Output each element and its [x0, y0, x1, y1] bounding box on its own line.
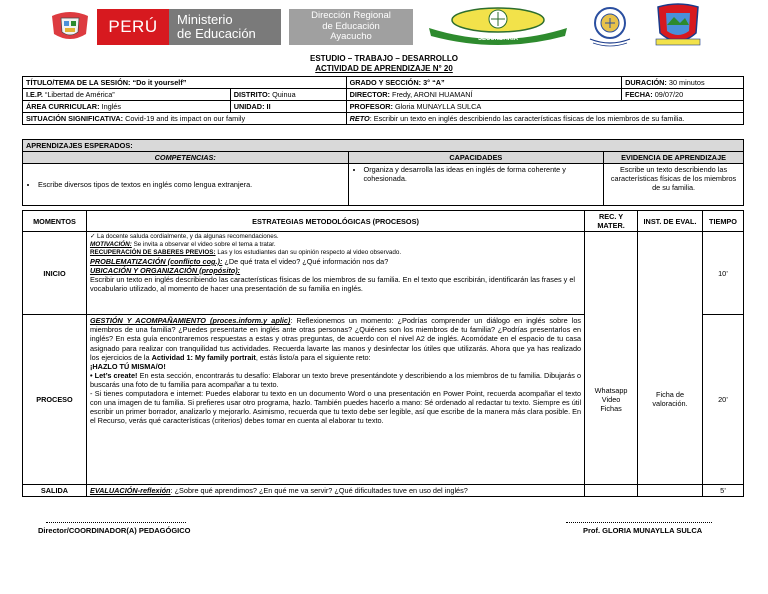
fecha-label: FECHA:	[625, 90, 653, 100]
create-paragraph	[90, 371, 581, 389]
motivacion-line	[90, 241, 581, 249]
signature-line-right	[566, 522, 712, 523]
check-icon: ✓	[89, 233, 96, 241]
aprendizajes-table	[22, 139, 744, 206]
rec-header: REC. Y MATER.	[585, 211, 638, 232]
problematizacion-label: PROBLEMATIZACIÓN (conflicto cog.):	[89, 256, 223, 266]
evidencia-header: EVIDENCIA DE APRENDIZAJE	[604, 152, 744, 164]
profesor-label: PROFESOR:	[349, 102, 393, 112]
institution-seal-icon	[585, 5, 635, 47]
situacion-label: SITUACIÓN SIGNIFICATIVA:	[26, 114, 124, 124]
proceso-rec	[585, 315, 638, 485]
info-row-1	[23, 77, 744, 89]
gestion-paragraph	[90, 316, 581, 362]
tiempo-header: TIEMPO	[702, 211, 743, 232]
director-label: DIRECTOR:	[349, 90, 390, 100]
titulo-label: TÍTULO/TEMA DE LA SESIÓN:	[26, 78, 131, 87]
info-row-3	[23, 101, 744, 113]
grado-value: 3° “A”	[423, 78, 445, 87]
capacidad-text: • Organiza y desarrolla las ideas en inglés de forma coherente y cohesionada.	[364, 165, 601, 183]
evaluacion-label: EVALUACIÓN-reflexión	[89, 486, 171, 496]
school-banner-text: SECUNDARIA	[477, 36, 518, 42]
create-text: En esta sección, encontrarás tu desafío: Elaborar un texto breve presentándote y describiendo a los miembros de tu familia. Dibujarás o buscarás una foto de tu familia para acompañar a tu texto.	[89, 370, 582, 389]
iep-value: “Libertad de América”	[44, 90, 115, 100]
iep-cell	[23, 89, 231, 101]
inicio-inst	[638, 232, 703, 315]
iep-label: I.E.P.	[26, 90, 43, 100]
aprendizajes-content-row	[23, 164, 744, 206]
salida-row	[23, 485, 744, 497]
ubicacion-text: Escribir un texto en inglés describiendo las características físicas de los miembros de su familia. En el texto que escribirán, identificarán las frases y el vocabulario utilizado, al momento de hacer una presentación de su familia en inglés.	[89, 275, 576, 294]
info-row-4	[23, 113, 744, 125]
unidad-value: II	[266, 102, 271, 112]
inst-header: INST. DE EVAL.	[638, 211, 703, 232]
problematizacion-text: ¿De qué trata el video? ¿Qué información nos da?	[222, 256, 389, 266]
peru-brand-block	[97, 9, 169, 45]
dre-block	[289, 9, 413, 45]
motivacion-label: MOTIVACIÓN:	[89, 241, 132, 249]
reto-value: : Escribir un texto en inglés describiendo las características físicas de los miembros de su familia.	[369, 114, 685, 124]
aprendizajes-header-row	[23, 152, 744, 164]
after-actividad: , estás listo/a para el siguiente reto:	[255, 352, 371, 362]
inicio-label: INICIO	[23, 232, 87, 315]
recurso-whatsapp: Whatsapp	[594, 385, 628, 395]
salida-label: SALIDA	[23, 485, 87, 497]
activity-title: ACTIVIDAD DE APRENDIZAJE N° 20	[315, 64, 453, 73]
proceso-label: PROCESO	[23, 315, 87, 485]
capacidades-header: CAPACIDADES	[348, 152, 604, 164]
aprendizajes-label: APRENDIZAJES ESPERADOS:	[23, 140, 744, 152]
salida-rec	[585, 485, 638, 497]
info-row-2	[23, 89, 744, 101]
capacidad-cell	[348, 164, 604, 206]
salida-content	[86, 485, 584, 497]
evaluacion-text: : ¿Sobre qué aprendimos? ¿En qué me va servir? ¿Qué dificultades tuve en uso del inglés?	[170, 486, 468, 496]
signature-left: Director/COORDINADOR(A) PEDAGÓGICO	[38, 526, 191, 535]
district-shield-icon	[652, 3, 704, 49]
salida-inst	[638, 485, 703, 497]
computadora-text: - Si tienes computadora e internet: Puedes elaborar tu texto en un documento Word o una presentación en Power Point, recuerda acompañar el texto con una imagen de tu familia. Si prefieres usar otro programa, hazlo. También puedes hacerlo a mano: Sé ordenado al redactar tu texto. Siempre es útil escribir un primer borrador, analizarlo y mejorarlo. Asimismo, recuerda que tu texto debe ser legible, así que escribe de la manera más clara posible. En el Recurso, verás qué características (criterios) debes tomar en cuenta al elaborar tu texto.	[89, 389, 582, 426]
gestion-text: : Reflexionemos un momento: ¿Podrías comprender un diálogo en inglés sobre los miembros de una familia? ¿Puedes presentarte en inglés ante otras personas? ¿Quiénes son los miembros de tu familia? ¿Podrías presentarlos en inglés? En esta guía encontraremos respuestas a estas y otras preguntas, de acuerdo con el nivel A2 de inglés. Acomódate en el espacio de tu casa asignado para realizar con tranquilidad tus actividades. Recuerda lavarte las manos y desinfectar los útiles que utilizarás. Ahora que ya has realizado los ejercicios de la	[89, 316, 582, 362]
dre-line1: Dirección Regional	[311, 10, 391, 21]
titulo-cell	[23, 77, 347, 89]
bullet-icon: •	[89, 370, 93, 380]
situacion-value: Covid-19 and its impact on our family	[125, 114, 246, 124]
signature-right: Prof. GLORIA MUNAYLLA SULCA	[583, 526, 703, 535]
unidad-cell	[230, 101, 346, 113]
header-logos	[0, 0, 768, 52]
duracion-cell	[622, 77, 744, 89]
profesor-cell	[346, 101, 743, 113]
gestion-label: GESTIÓN Y ACOMPAÑAMIENTO (proces.inform.y aplic)	[89, 316, 291, 326]
competencia-cell	[23, 164, 349, 206]
fecha-value: 09/07/20	[654, 90, 684, 100]
inicio-tiempo: 10’	[702, 232, 743, 315]
ministerio-line1: Ministerio	[177, 12, 233, 27]
recuperacion-label: RECUPERACIÓN DE SABERES PREVIOS:	[89, 248, 216, 256]
dre-line2: de Educación	[322, 20, 380, 32]
signature-line-left	[46, 522, 186, 523]
motivacion-text: Se invita a observar el video sobre el tema a tratar.	[131, 241, 276, 249]
grado-label: GRADO Y SECCIÓN:	[349, 78, 422, 87]
grado-cell	[346, 77, 622, 89]
inicio-line1: La docente saluda cordialmente, y da algunas recomendaciones.	[97, 233, 279, 241]
unidad-label: UNIDAD:	[233, 102, 265, 112]
estrategias-header: ESTRATEGIAS METODOLÓGICAS (PROCESOS)	[86, 211, 584, 232]
peru-label: PERÚ	[108, 17, 158, 36]
fecha-cell	[622, 89, 744, 101]
inicio-greeting	[90, 233, 581, 241]
director-cell	[346, 89, 622, 101]
area-cell	[23, 101, 231, 113]
distrito-cell	[230, 89, 346, 101]
momentos-table	[22, 210, 744, 497]
peru-coat-of-arms-icon	[44, 10, 96, 44]
area-value: Inglés	[101, 102, 122, 112]
aprendizajes-label-row	[23, 140, 744, 152]
duracion-value: 30 minutos	[668, 78, 705, 87]
recurso-video: Video	[601, 394, 621, 404]
reto-cell	[346, 113, 743, 125]
evidencia-text: Escribe un texto describiendo las características físicas de los miembros de su familia.	[604, 164, 744, 206]
inicio-row	[23, 232, 744, 315]
proceso-content	[86, 315, 584, 485]
school-logo	[425, 6, 571, 46]
recuperacion-text: Las y los estudiantes dan su opinión respecto al video observado.	[215, 248, 402, 256]
momentos-header-row	[23, 211, 744, 232]
momentos-header: MOMENTOS	[23, 211, 87, 232]
proceso-inst: Ficha de valoración.	[638, 315, 703, 485]
proceso-tiempo: 20’	[702, 315, 743, 485]
titulo-value: “Do it yourself”	[132, 78, 187, 87]
distrito-label: DISTRITO:	[233, 90, 271, 100]
salida-tiempo: 5’	[702, 485, 743, 497]
create-bold: Let’s create!	[94, 370, 138, 380]
inicio-content	[86, 232, 584, 315]
actividad-bold: Actividad 1: My family portrait	[151, 352, 256, 362]
distrito-value: Quinua	[272, 90, 296, 100]
director-value: Fredy, ARONI HUAMANÍ	[392, 90, 473, 100]
dre-line3: Ayacucho	[330, 31, 372, 42]
recuperacion-line	[90, 249, 581, 257]
duracion-label: DURACIÓN:	[625, 78, 667, 87]
area-label: ÁREA CURRICULAR:	[26, 102, 100, 112]
ministerio-line2: de Educación	[177, 26, 256, 41]
situacion-cell	[23, 113, 347, 125]
hazlo-heading: ¡HAZLO TÚ MISMA/O!	[89, 361, 166, 371]
problematizacion-line	[90, 257, 581, 266]
ministerio-block	[169, 9, 281, 45]
recurso-fichas: Fichas	[600, 404, 622, 414]
motto-title: ESTUDIO – TRABAJO – DESARROLLO	[309, 54, 458, 63]
competencias-header: COMPETENCIAS:	[23, 152, 349, 164]
proceso-row	[23, 315, 744, 485]
competencia-text: • Escribe diversos tipos de textos en inglés como lengua extranjera.	[38, 180, 345, 189]
session-info-table	[22, 76, 744, 125]
reto-label: RETO	[349, 114, 370, 124]
inicio-rec	[585, 232, 638, 315]
ubicacion-label: UBICACIÓN Y ORGANIZACIÓN (propósito):	[89, 265, 241, 275]
profesor-value: Gloria MUNAYLLA SULCA	[394, 102, 482, 112]
